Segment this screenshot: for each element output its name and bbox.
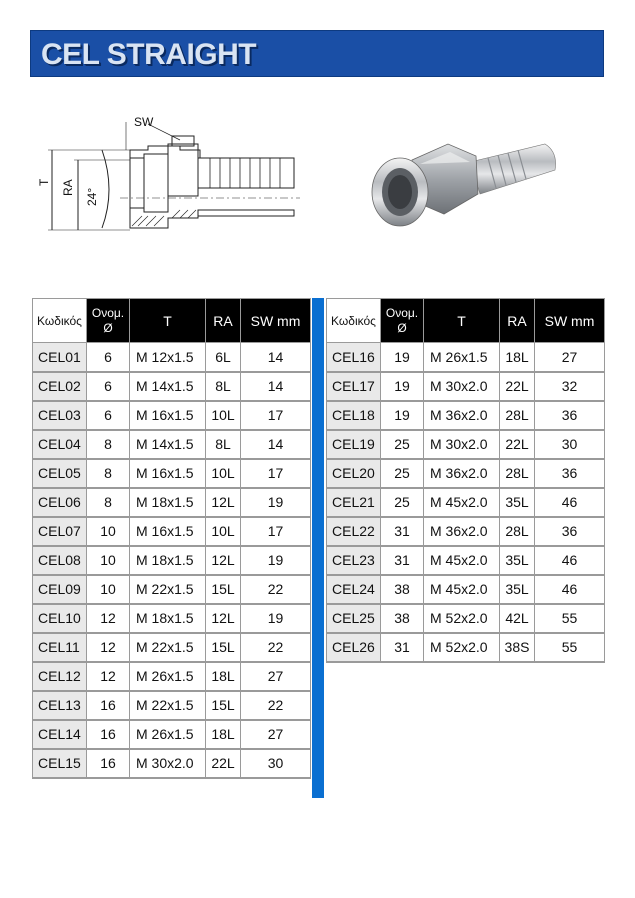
cell-ra: 15L	[206, 633, 241, 662]
cell-thread: M 30x2.0	[130, 749, 206, 778]
cell-nominal: 38	[381, 604, 424, 633]
cell-code: CEL17	[327, 372, 381, 401]
cell-code: CEL16	[327, 343, 381, 372]
cell-sw: 30	[535, 430, 605, 459]
drawing-label-angle: 24°	[85, 187, 99, 206]
cell-sw: 46	[535, 546, 605, 575]
header-thread: T	[130, 299, 206, 343]
table-row	[33, 546, 311, 575]
cell-code: CEL04	[33, 430, 87, 459]
cell-ra: 18L	[206, 720, 241, 749]
cell-sw: 55	[535, 604, 605, 633]
cell-ra: 28L	[500, 517, 535, 546]
cell-ra: 22L	[206, 749, 241, 778]
cell-ra: 10L	[206, 401, 241, 430]
cell-ra: 12L	[206, 604, 241, 633]
header-nominal: Ονομ. Ø	[381, 299, 424, 343]
cell-sw: 19	[241, 488, 311, 517]
cell-code: CEL12	[33, 662, 87, 691]
column-separator-bar	[310, 298, 326, 798]
cell-code: CEL26	[327, 633, 381, 662]
cell-nominal: 6	[87, 401, 130, 430]
cell-sw: 22	[241, 633, 311, 662]
cell-ra: 15L	[206, 575, 241, 604]
cell-code: CEL21	[327, 488, 381, 517]
cell-thread: M 30x2.0	[424, 372, 500, 401]
cell-thread: M 16x1.5	[130, 401, 206, 430]
cell-nominal: 12	[87, 662, 130, 691]
table-row	[33, 604, 311, 633]
cell-nominal: 10	[87, 546, 130, 575]
cell-code: CEL09	[33, 575, 87, 604]
header-code: Κωδικός	[327, 299, 381, 343]
cell-sw: 46	[535, 488, 605, 517]
cell-nominal: 10	[87, 517, 130, 546]
drawing-label-ra: RA	[61, 179, 75, 196]
cell-code: CEL01	[33, 343, 87, 372]
spec-table-right	[326, 298, 605, 663]
cell-ra: 42L	[500, 604, 535, 633]
table-row	[33, 749, 311, 778]
cell-nominal: 8	[87, 459, 130, 488]
cell-thread: M 18x1.5	[130, 488, 206, 517]
cell-nominal: 10	[87, 575, 130, 604]
cell-code: CEL22	[327, 517, 381, 546]
table-row	[327, 430, 605, 459]
cell-nominal: 25	[381, 430, 424, 459]
cell-thread: M 18x1.5	[130, 546, 206, 575]
cell-sw: 30	[241, 749, 311, 778]
cell-thread: M 22x1.5	[130, 575, 206, 604]
spec-table-left	[32, 298, 311, 779]
table-row	[33, 662, 311, 691]
fitting-mouth	[372, 158, 428, 226]
cell-thread: M 45x2.0	[424, 546, 500, 575]
cell-thread: M 22x1.5	[130, 691, 206, 720]
cell-sw: 46	[535, 575, 605, 604]
cell-nominal: 16	[87, 749, 130, 778]
header-nominal: Ονομ. Ø	[87, 299, 130, 343]
drawing-label-sw: SW	[134, 115, 154, 129]
cell-thread: M 36x2.0	[424, 517, 500, 546]
table-row	[327, 633, 605, 662]
cell-thread: M 18x1.5	[130, 604, 206, 633]
cell-nominal: 31	[381, 546, 424, 575]
cell-thread: M 45x2.0	[424, 488, 500, 517]
cell-code: CEL02	[33, 372, 87, 401]
cell-thread: M 14x1.5	[130, 430, 206, 459]
header-sw: SW mm	[241, 299, 311, 343]
table-row	[33, 517, 311, 546]
cell-thread: M 22x1.5	[130, 633, 206, 662]
cell-nominal: 8	[87, 488, 130, 517]
table-row	[33, 401, 311, 430]
cell-code: CEL14	[33, 720, 87, 749]
cell-sw: 14	[241, 430, 311, 459]
table-row	[327, 517, 605, 546]
cell-nominal: 16	[87, 720, 130, 749]
cell-nominal: 31	[381, 633, 424, 662]
cell-sw: 22	[241, 575, 311, 604]
table-row	[327, 372, 605, 401]
cell-nominal: 6	[87, 372, 130, 401]
cell-code: CEL08	[33, 546, 87, 575]
cell-sw: 17	[241, 401, 311, 430]
cell-code: CEL05	[33, 459, 87, 488]
cell-ra: 38S	[500, 633, 535, 662]
table-row	[33, 372, 311, 401]
cell-thread: M 26x1.5	[130, 662, 206, 691]
cell-code: CEL23	[327, 546, 381, 575]
cell-ra: 18L	[500, 343, 535, 372]
table-row	[33, 575, 311, 604]
header-thread: T	[424, 299, 500, 343]
cell-code: CEL20	[327, 459, 381, 488]
table-row	[327, 604, 605, 633]
cell-nominal: 25	[381, 459, 424, 488]
table-row	[33, 720, 311, 749]
cell-nominal: 6	[87, 343, 130, 372]
cell-ra: 35L	[500, 488, 535, 517]
table-row	[327, 401, 605, 430]
cell-sw: 17	[241, 517, 311, 546]
cell-code: CEL13	[33, 691, 87, 720]
cell-sw: 27	[241, 720, 311, 749]
cell-ra: 28L	[500, 459, 535, 488]
table-row	[33, 430, 311, 459]
page-title: CEL STRAIGHT	[41, 38, 257, 71]
cell-nominal: 25	[381, 488, 424, 517]
cell-thread: M 52x2.0	[424, 604, 500, 633]
cell-code: CEL03	[33, 401, 87, 430]
cell-thread: M 26x1.5	[424, 343, 500, 372]
cell-code: CEL10	[33, 604, 87, 633]
cell-sw: 27	[535, 343, 605, 372]
cell-ra: 6L	[206, 343, 241, 372]
cell-thread: M 36x2.0	[424, 459, 500, 488]
cell-nominal: 16	[87, 691, 130, 720]
cell-thread: M 16x1.5	[130, 517, 206, 546]
cell-sw: 17	[241, 459, 311, 488]
cell-ra: 12L	[206, 546, 241, 575]
cell-nominal: 12	[87, 633, 130, 662]
fitting-tail	[470, 144, 556, 194]
technical-drawing	[30, 110, 300, 250]
header-ra: RA	[500, 299, 535, 343]
cell-ra: 10L	[206, 459, 241, 488]
cell-nominal: 31	[381, 517, 424, 546]
cell-ra: 22L	[500, 430, 535, 459]
table-row	[33, 343, 311, 372]
cell-sw: 14	[241, 372, 311, 401]
cell-ra: 35L	[500, 546, 535, 575]
header-ra: RA	[206, 299, 241, 343]
cell-code: CEL11	[33, 633, 87, 662]
cell-thread: M 45x2.0	[424, 575, 500, 604]
cell-sw: 22	[241, 691, 311, 720]
table-row	[33, 691, 311, 720]
cell-code: CEL25	[327, 604, 381, 633]
cell-sw: 36	[535, 517, 605, 546]
table-row	[327, 459, 605, 488]
title-banner	[30, 30, 604, 77]
drawing-label-t: T	[37, 178, 51, 186]
cell-ra: 15L	[206, 691, 241, 720]
table-row	[327, 546, 605, 575]
cell-thread: M 52x2.0	[424, 633, 500, 662]
table-row	[33, 633, 311, 662]
cell-ra: 22L	[500, 372, 535, 401]
cell-ra: 10L	[206, 517, 241, 546]
table-row	[327, 488, 605, 517]
cell-ra: 12L	[206, 488, 241, 517]
cell-sw: 14	[241, 343, 311, 372]
cell-sw: 32	[535, 372, 605, 401]
cell-sw: 27	[241, 662, 311, 691]
cell-nominal: 19	[381, 372, 424, 401]
cell-code: CEL07	[33, 517, 87, 546]
cell-thread: M 12x1.5	[130, 343, 206, 372]
cell-code: CEL18	[327, 401, 381, 430]
table-row	[33, 488, 311, 517]
cell-thread: M 16x1.5	[130, 459, 206, 488]
cell-thread: M 14x1.5	[130, 372, 206, 401]
cell-sw: 19	[241, 604, 311, 633]
cell-thread: M 26x1.5	[130, 720, 206, 749]
table-row	[327, 343, 605, 372]
cell-nominal: 12	[87, 604, 130, 633]
cell-code: CEL19	[327, 430, 381, 459]
product-photo	[360, 122, 560, 252]
table-row	[33, 459, 311, 488]
cell-sw: 36	[535, 401, 605, 430]
cell-sw: 19	[241, 546, 311, 575]
cell-ra: 28L	[500, 401, 535, 430]
cell-nominal: 8	[87, 430, 130, 459]
cell-ra: 8L	[206, 372, 241, 401]
cell-code: CEL24	[327, 575, 381, 604]
cell-nominal: 38	[381, 575, 424, 604]
cell-ra: 18L	[206, 662, 241, 691]
cell-sw: 36	[535, 459, 605, 488]
cell-nominal: 19	[381, 343, 424, 372]
table-row	[327, 575, 605, 604]
cell-nominal: 19	[381, 401, 424, 430]
cell-sw: 55	[535, 633, 605, 662]
cell-code: CEL06	[33, 488, 87, 517]
header-sw: SW mm	[535, 299, 605, 343]
cell-code: CEL15	[33, 749, 87, 778]
header-code: Κωδικός	[33, 299, 87, 343]
cell-ra: 8L	[206, 430, 241, 459]
cell-ra: 35L	[500, 575, 535, 604]
cell-thread: M 36x2.0	[424, 401, 500, 430]
cell-thread: M 30x2.0	[424, 430, 500, 459]
